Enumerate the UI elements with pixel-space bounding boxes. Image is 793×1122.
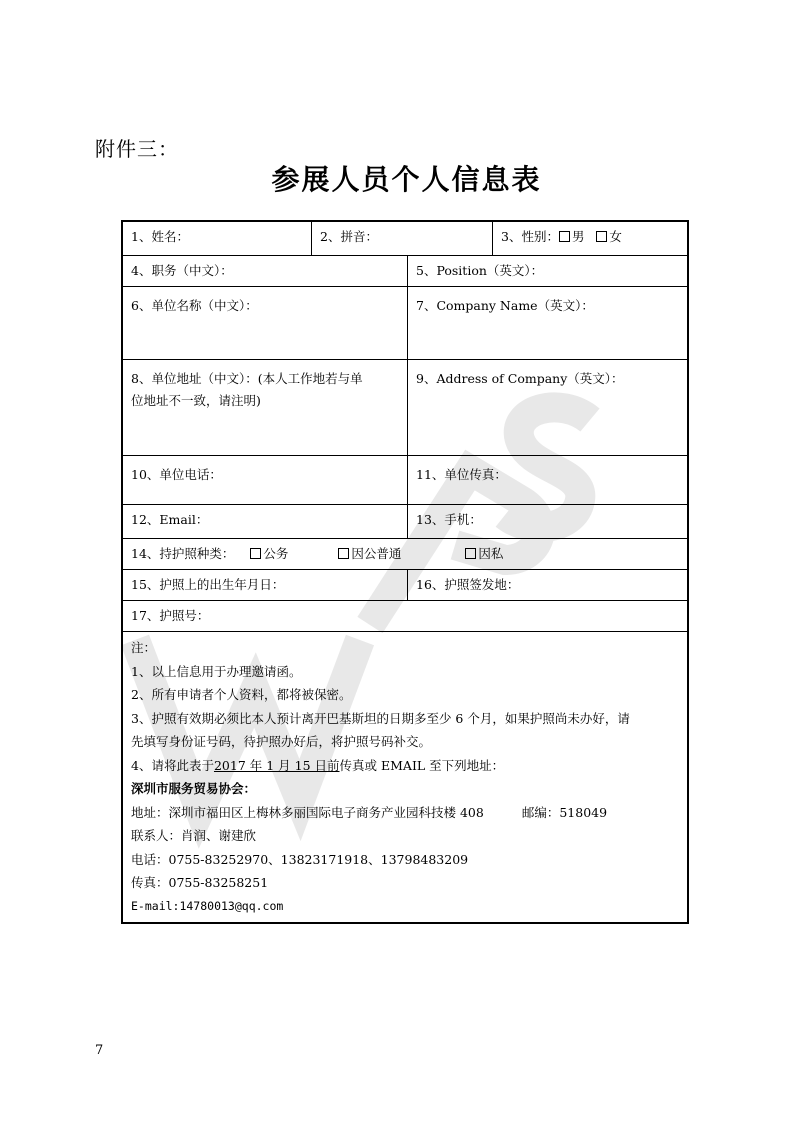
org-postcode: 邮编：518049 (521, 804, 608, 820)
gender-female-option[interactable] (596, 226, 622, 248)
female-checkbox[interactable] (596, 231, 607, 242)
note-4 (131, 754, 681, 778)
company-cn-label: 6、单位名称（中文）： (131, 298, 258, 313)
page-title: 参展人员个人信息表 (271, 163, 542, 196)
org-address-line (131, 801, 681, 825)
passport-no-field[interactable] (123, 601, 687, 631)
form-row-1 (123, 222, 687, 256)
passport-no-label: 17、护照号： (131, 608, 210, 623)
passport-private-option[interactable] (465, 543, 503, 565)
position-cn-label: 4、职务（中文）： (131, 263, 233, 278)
note-3-line1: 3、护照有效期必须比本人预计离开巴基斯坦的日期多至少 6 个月，如果护照尚未办好，请 (131, 710, 630, 726)
gender-field (492, 222, 687, 255)
fax-label: 11、单位传真： (416, 467, 507, 482)
info-form-table (121, 220, 689, 924)
email-field[interactable] (123, 505, 407, 538)
position-en-label: 5、Position（英文）： (416, 263, 544, 278)
private-checkbox[interactable] (465, 548, 476, 559)
notes-row (123, 632, 687, 922)
passport-official-option[interactable] (250, 543, 288, 565)
address-en-label: 9、Address of Company（英文）： (416, 371, 624, 386)
passport-type-label: 14、持护照种类： (131, 546, 235, 561)
note-1: 1、以上信息用于办理邀请函。 (131, 663, 302, 679)
note-4-prefix: 4、请将此表于 (131, 757, 214, 773)
phone-label: 10、单位电话： (131, 467, 222, 482)
public-ordinary-checkbox[interactable] (338, 548, 349, 559)
notes-section (123, 632, 687, 922)
pinyin-field[interactable] (311, 222, 492, 255)
fax-field[interactable] (407, 456, 687, 504)
form-row-2 (123, 256, 687, 287)
page-number: 7 (95, 1043, 104, 1058)
org-contact: 联系人：肖润、谢建欣 (131, 828, 257, 843)
company-cn-field[interactable] (123, 287, 407, 359)
email-label: 12、Email： (131, 512, 209, 527)
gender-male-option[interactable] (559, 226, 585, 248)
pinyin-label: 2、拼音： (320, 229, 378, 244)
gender-label: 3、性别： (501, 229, 559, 244)
company-en-field[interactable] (407, 287, 687, 359)
name-field[interactable] (123, 222, 311, 255)
org-fax: 传真：0755-83258251 (131, 875, 269, 890)
public-ordinary-label: 因公普通 (351, 546, 402, 561)
form-row-3 (123, 287, 687, 360)
address-en-field[interactable] (407, 360, 687, 455)
private-label: 因私 (478, 546, 504, 561)
address-cn-label-line2: 位地址不一致，请注明) (131, 393, 261, 408)
notes-heading: 注： (131, 640, 157, 655)
phone-field[interactable] (123, 456, 407, 504)
address-cn-field[interactable] (123, 360, 407, 455)
female-label: 女 (609, 229, 622, 244)
form-row-9 (123, 601, 687, 632)
attachment-label: 附件三： (95, 137, 179, 161)
note-2: 2、所有申请者个人资料，都将被保密。 (131, 687, 352, 702)
note-3-line2: 先填写身份证号码，待护照办好后，将护照号码补交。 (131, 734, 432, 749)
form-row-8 (123, 570, 687, 601)
passport-public-ordinary-option[interactable] (338, 543, 401, 565)
form-row-5 (123, 456, 687, 505)
note-4-deadline: 2017 年 1 月 15 日前 (213, 757, 340, 773)
official-checkbox[interactable] (250, 548, 261, 559)
issue-place-label: 16、护照签发地： (416, 577, 520, 592)
company-en-label: 7、Company Name（英文）： (416, 298, 594, 313)
position-en-field[interactable] (407, 256, 687, 286)
mobile-label: 13、手机： (416, 512, 482, 527)
name-label: 1、姓名： (131, 229, 189, 244)
form-row-4 (123, 360, 687, 456)
org-tel: 电话：0755-83252970、13823171918、13798483209 (131, 851, 469, 867)
note-4-suffix: 传真或 EMAIL 至下列地址： (339, 757, 505, 773)
org-email[interactable]: E-mail:14780013@qq.com (131, 898, 284, 913)
issue-place-field[interactable] (407, 570, 687, 600)
birth-date-field[interactable] (123, 570, 407, 600)
org-name: 深圳市服务贸易协会： (131, 781, 257, 796)
passport-type-field (123, 539, 687, 569)
male-label: 男 (571, 229, 585, 244)
mobile-field[interactable] (407, 505, 687, 538)
org-address: 地址：深圳市福田区上梅林多丽国际电子商务产业园科技楼 408 (131, 804, 484, 820)
form-row-7 (123, 539, 687, 570)
position-cn-field[interactable] (123, 256, 407, 286)
address-cn-label-line1: 8、单位地址（中文）：(本人工作地若与单 (131, 371, 363, 386)
male-checkbox[interactable] (559, 231, 570, 242)
form-row-6 (123, 505, 687, 539)
birth-date-label: 15、护照上的出生年月日： (131, 577, 285, 592)
official-label: 公务 (263, 546, 289, 561)
